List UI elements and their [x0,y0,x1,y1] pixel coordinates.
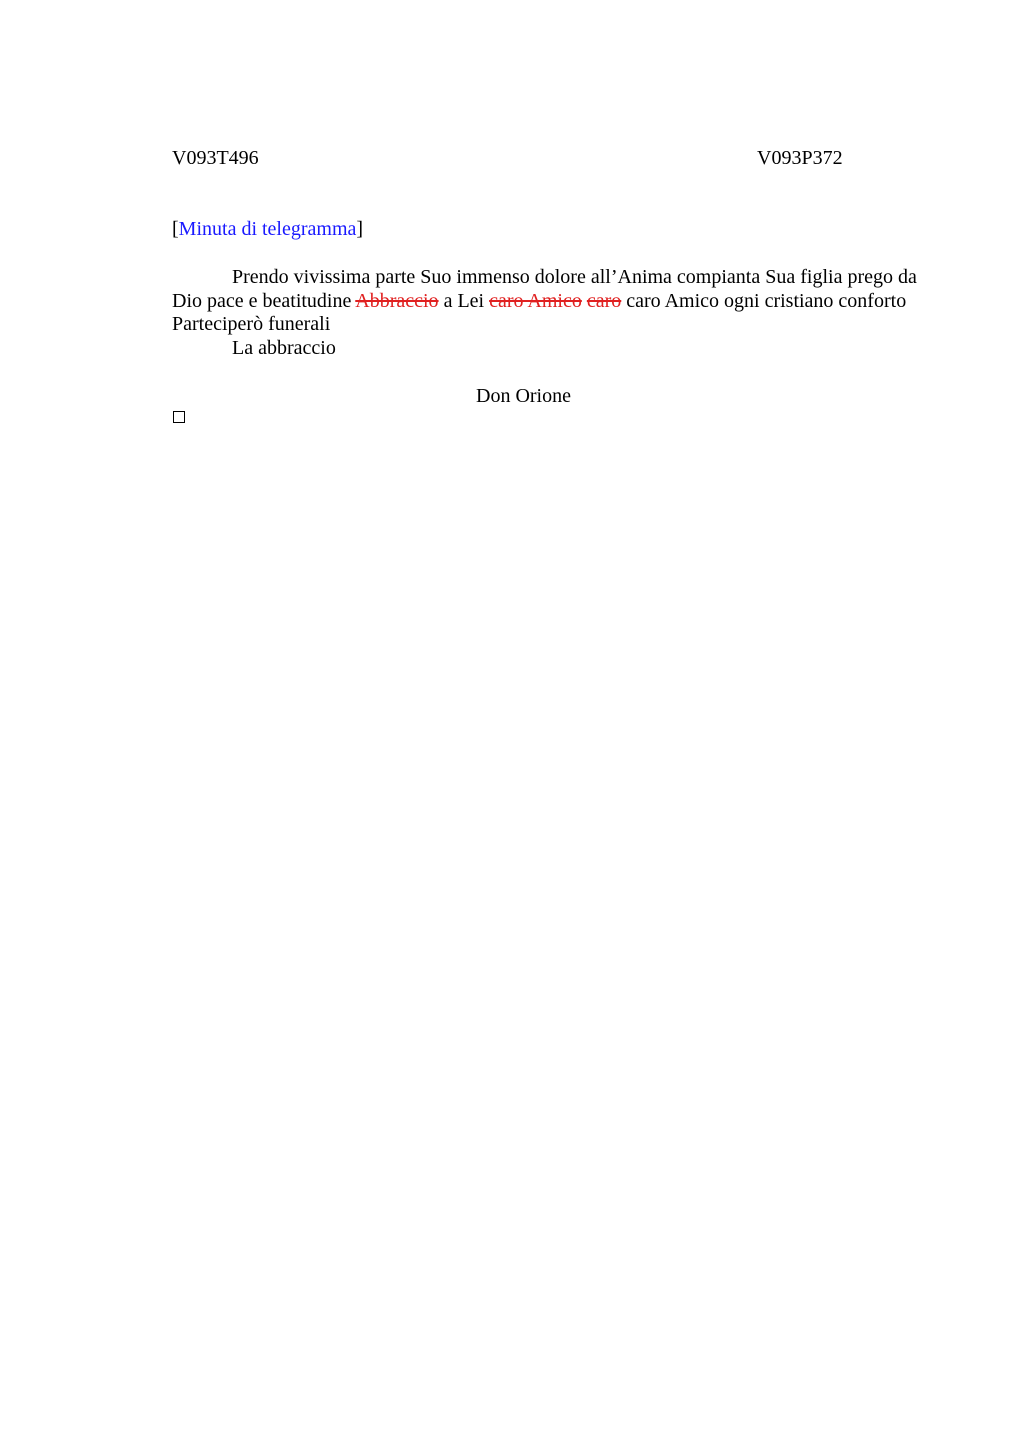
telegram-body [172,266,932,360]
deleted-text: caro Amico [489,289,582,312]
document-code-left: V093T496 [172,147,259,169]
title-open-bracket: [ [172,218,179,240]
title-close-bracket: ] [356,218,364,240]
telegram-paragraph [172,266,932,337]
square-outline-icon [173,411,185,423]
signature: Don Orione [476,385,571,407]
body-segment: Prendo vivissima parte Suo immenso dolore all’Anima compianta Sua figlia prego da Dio pace e beatitudine [172,266,917,312]
document-code-right: V093P372 [757,147,843,169]
deleted-text: caro [586,289,622,312]
closing-line: La abbraccio [232,336,336,359]
title-text: Minuta di telegramma [178,218,357,240]
document-title [172,217,363,241]
deleted-text: Abbraccio [355,289,439,312]
body-segment: a Lei [438,289,490,312]
body-segment: caro Amico ogni cristiano conforto Parteciperò funerali [172,289,907,335]
